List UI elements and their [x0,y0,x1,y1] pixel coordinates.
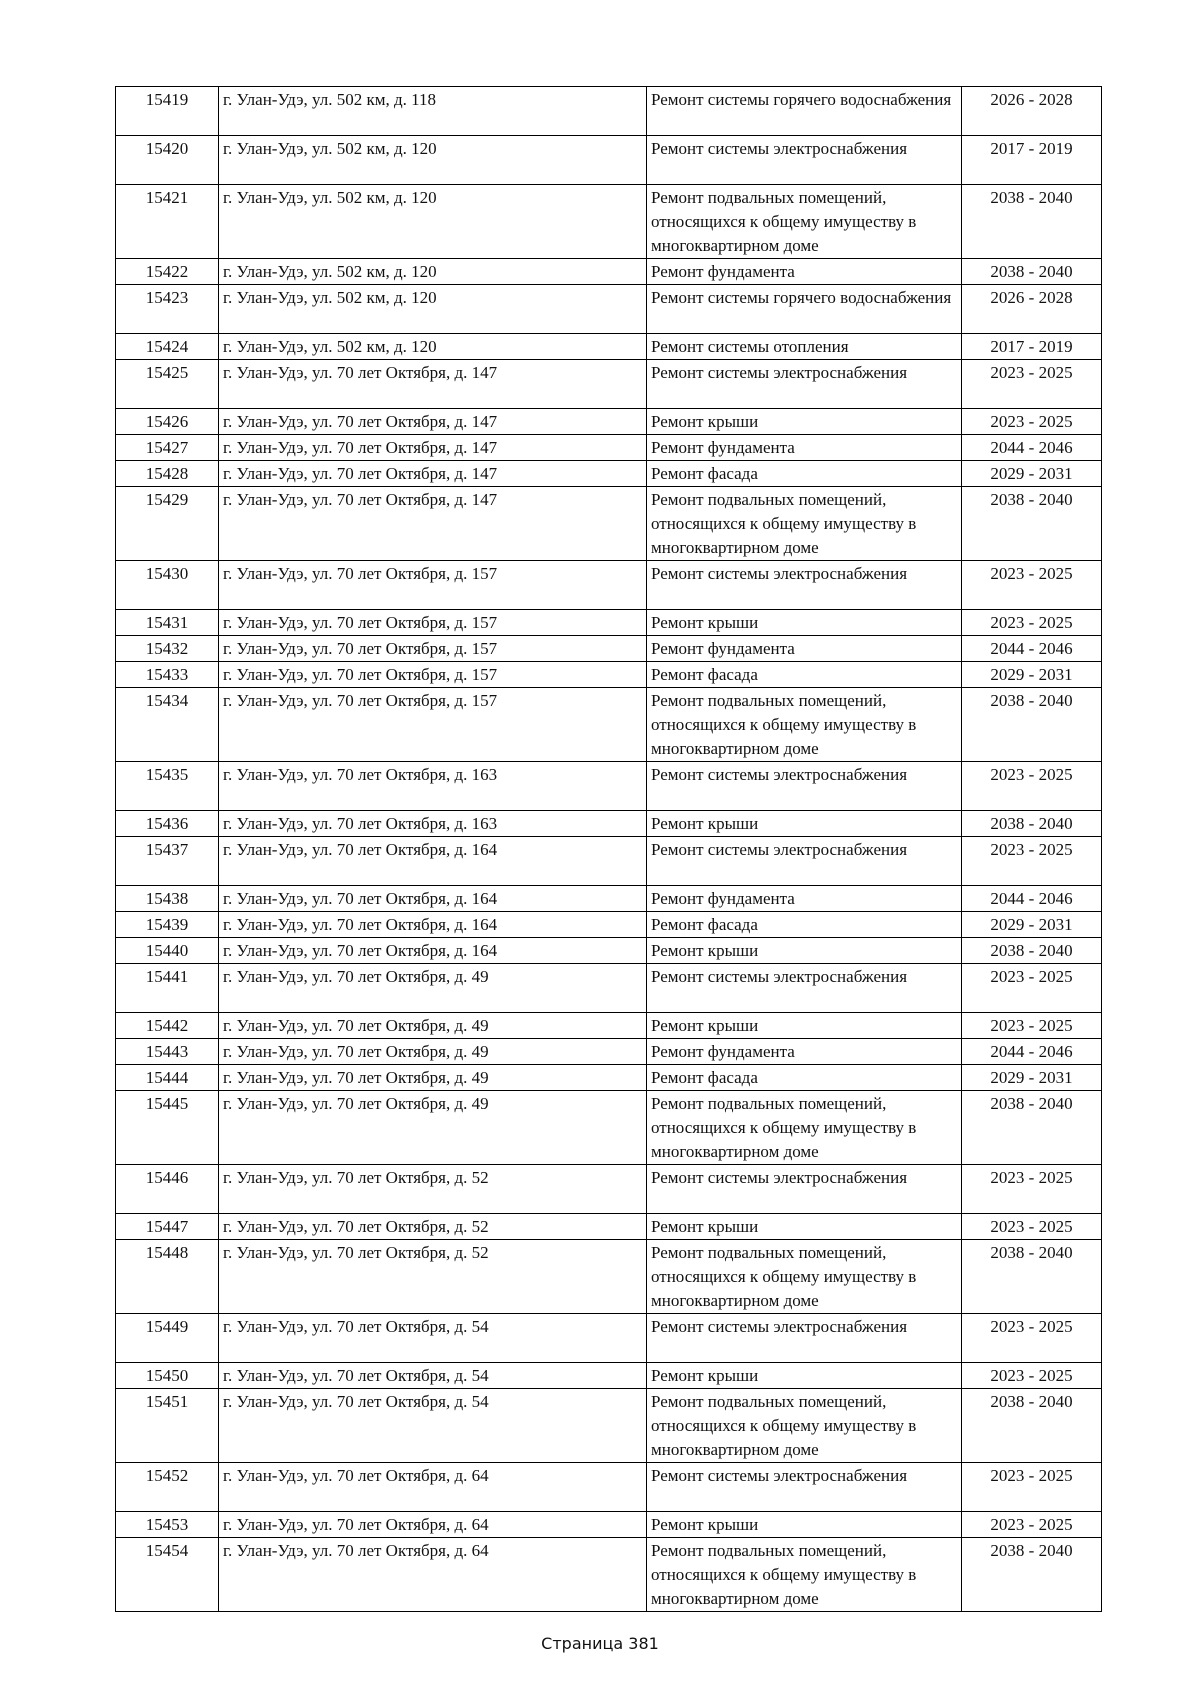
row-number: 15428 [116,461,219,487]
row-period: 2038 - 2040 [962,185,1102,259]
table-row [116,409,1102,435]
row-address: г. Улан-Удэ, ул. 70 лет Октября, д. 49 [219,1039,647,1065]
row-number: 15454 [116,1538,219,1612]
row-address: г. Улан-Удэ, ул. 70 лет Октября, д. 157 [219,688,647,762]
row-period: 2044 - 2046 [962,636,1102,662]
row-number: 15450 [116,1363,219,1389]
row-address: г. Улан-Удэ, ул. 70 лет Октября, д. 163 [219,811,647,837]
row-work-type: Ремонт крыши [647,938,962,964]
row-period: 2038 - 2040 [962,938,1102,964]
table-row [116,136,1102,185]
row-work-type: Ремонт системы электроснабжения [647,136,962,185]
page-number: Страница 381 [541,1634,659,1653]
row-period: 2023 - 2025 [962,409,1102,435]
row-address: г. Улан-Удэ, ул. 70 лет Октября, д. 49 [219,1013,647,1039]
row-number: 15434 [116,688,219,762]
row-number: 15446 [116,1165,219,1214]
row-address: г. Улан-Удэ, ул. 70 лет Октября, д. 164 [219,886,647,912]
row-period: 2038 - 2040 [962,1538,1102,1612]
row-address: г. Улан-Удэ, ул. 70 лет Октября, д. 54 [219,1314,647,1363]
row-work-type: Ремонт фундамента [647,636,962,662]
table-row [116,1240,1102,1314]
row-work-type: Ремонт системы горячего водоснабжения [647,87,962,136]
row-work-type: Ремонт крыши [647,409,962,435]
row-period: 2029 - 2031 [962,1065,1102,1091]
row-number: 15443 [116,1039,219,1065]
row-address: г. Улан-Удэ, ул. 70 лет Октября, д. 147 [219,461,647,487]
table-row [116,1463,1102,1512]
row-address: г. Улан-Удэ, ул. 70 лет Октября, д. 157 [219,610,647,636]
table-row [116,87,1102,136]
row-number: 15447 [116,1214,219,1240]
table-row [116,285,1102,334]
row-period: 2038 - 2040 [962,688,1102,762]
table-body [116,87,1102,1612]
row-work-type: Ремонт крыши [647,610,962,636]
row-work-type: Ремонт системы электроснабжения [647,1463,962,1512]
table-row [116,487,1102,561]
row-work-type: Ремонт подвальных помещений, относящихся к общему имуществу в многоквартирном доме [647,1240,962,1314]
row-work-type: Ремонт фасада [647,662,962,688]
table-row [116,610,1102,636]
row-period: 2023 - 2025 [962,762,1102,811]
row-address: г. Улан-Удэ, ул. 70 лет Октября, д. 164 [219,938,647,964]
table-row [116,1512,1102,1538]
table-row [116,1065,1102,1091]
row-period: 2023 - 2025 [962,837,1102,886]
row-work-type: Ремонт системы горячего водоснабжения [647,285,962,334]
row-address: г. Улан-Удэ, ул. 70 лет Октября, д. 157 [219,662,647,688]
row-address: г. Улан-Удэ, ул. 70 лет Октября, д. 64 [219,1463,647,1512]
table-row [116,662,1102,688]
row-number: 15435 [116,762,219,811]
table-row [116,1091,1102,1165]
row-work-type: Ремонт фундамента [647,886,962,912]
row-number: 15441 [116,964,219,1013]
table-row [116,1039,1102,1065]
row-period: 2023 - 2025 [962,1314,1102,1363]
table-row [116,1389,1102,1463]
row-period: 2044 - 2046 [962,886,1102,912]
row-number: 15436 [116,811,219,837]
table-row [116,1363,1102,1389]
row-work-type: Ремонт системы электроснабжения [647,1165,962,1214]
row-address: г. Улан-Удэ, ул. 502 км, д. 120 [219,285,647,334]
row-period: 2023 - 2025 [962,1463,1102,1512]
row-number: 15425 [116,360,219,409]
row-period: 2017 - 2019 [962,334,1102,360]
row-number: 15432 [116,636,219,662]
row-number: 15423 [116,285,219,334]
row-work-type: Ремонт системы электроснабжения [647,561,962,610]
row-number: 15420 [116,136,219,185]
row-period: 2023 - 2025 [962,1512,1102,1538]
row-period: 2038 - 2040 [962,1389,1102,1463]
row-period: 2029 - 2031 [962,662,1102,688]
row-address: г. Улан-Удэ, ул. 502 км, д. 120 [219,185,647,259]
row-address: г. Улан-Удэ, ул. 70 лет Октября, д. 49 [219,1065,647,1091]
row-period: 2038 - 2040 [962,487,1102,561]
table-row [116,1214,1102,1240]
row-period: 2023 - 2025 [962,1363,1102,1389]
row-work-type: Ремонт подвальных помещений, относящихся к общему имуществу в многоквартирном доме [647,1389,962,1463]
row-number: 15424 [116,334,219,360]
table-row [116,435,1102,461]
row-work-type: Ремонт подвальных помещений, относящихся к общему имуществу в многоквартирном доме [647,688,962,762]
row-address: г. Улан-Удэ, ул. 502 км, д. 120 [219,334,647,360]
row-address: г. Улан-Удэ, ул. 70 лет Октября, д. 147 [219,360,647,409]
row-work-type: Ремонт системы электроснабжения [647,762,962,811]
row-number: 15431 [116,610,219,636]
row-address: г. Улан-Удэ, ул. 70 лет Октября, д. 147 [219,409,647,435]
table-row [116,1165,1102,1214]
table-row [116,886,1102,912]
row-number: 15421 [116,185,219,259]
row-number: 15439 [116,912,219,938]
row-address: г. Улан-Удэ, ул. 70 лет Октября, д. 164 [219,837,647,886]
row-address: г. Улан-Удэ, ул. 70 лет Октября, д. 157 [219,561,647,610]
row-number: 15451 [116,1389,219,1463]
table-row [116,837,1102,886]
row-work-type: Ремонт крыши [647,1013,962,1039]
table-row [116,334,1102,360]
row-work-type: Ремонт крыши [647,1512,962,1538]
row-work-type: Ремонт фундамента [647,259,962,285]
row-period: 2029 - 2031 [962,912,1102,938]
row-work-type: Ремонт фасада [647,461,962,487]
row-address: г. Улан-Удэ, ул. 502 км, д. 118 [219,87,647,136]
row-period: 2038 - 2040 [962,811,1102,837]
table-row [116,1538,1102,1612]
row-work-type: Ремонт системы электроснабжения [647,1314,962,1363]
row-address: г. Улан-Удэ, ул. 70 лет Октября, д. 52 [219,1240,647,1314]
row-number: 15445 [116,1091,219,1165]
row-work-type: Ремонт подвальных помещений, относящихся к общему имуществу в многоквартирном доме [647,487,962,561]
table-row [116,912,1102,938]
row-number: 15453 [116,1512,219,1538]
row-number: 15430 [116,561,219,610]
table-row [116,259,1102,285]
table-row [116,360,1102,409]
table-row [116,762,1102,811]
row-number: 15452 [116,1463,219,1512]
row-period: 2038 - 2040 [962,259,1102,285]
row-work-type: Ремонт системы отопления [647,334,962,360]
row-period: 2026 - 2028 [962,87,1102,136]
row-address: г. Улан-Удэ, ул. 70 лет Октября, д. 49 [219,964,647,1013]
row-address: г. Улан-Удэ, ул. 70 лет Октября, д. 54 [219,1389,647,1463]
table-row [116,185,1102,259]
row-period: 2023 - 2025 [962,561,1102,610]
row-address: г. Улан-Удэ, ул. 70 лет Октября, д. 64 [219,1512,647,1538]
row-work-type: Ремонт системы электроснабжения [647,360,962,409]
row-number: 15444 [116,1065,219,1091]
row-number: 15448 [116,1240,219,1314]
row-number: 15440 [116,938,219,964]
row-work-type: Ремонт фундамента [647,435,962,461]
row-number: 15442 [116,1013,219,1039]
row-work-type: Ремонт подвальных помещений, относящихся к общему имуществу в многоквартирном доме [647,1538,962,1612]
row-period: 2029 - 2031 [962,461,1102,487]
row-work-type: Ремонт фасада [647,912,962,938]
row-work-type: Ремонт подвальных помещений, относящихся к общему имуществу в многоквартирном доме [647,1091,962,1165]
table-row [116,688,1102,762]
row-period: 2038 - 2040 [962,1091,1102,1165]
row-work-type: Ремонт подвальных помещений, относящихся к общему имуществу в многоквартирном доме [647,185,962,259]
row-period: 2023 - 2025 [962,1214,1102,1240]
row-address: г. Улан-Удэ, ул. 70 лет Октября, д. 147 [219,487,647,561]
row-number: 15449 [116,1314,219,1363]
row-work-type: Ремонт крыши [647,811,962,837]
row-work-type: Ремонт крыши [647,1214,962,1240]
table-row [116,964,1102,1013]
row-address: г. Улан-Удэ, ул. 70 лет Октября, д. 52 [219,1165,647,1214]
row-number: 15422 [116,259,219,285]
row-period: 2023 - 2025 [962,360,1102,409]
row-address: г. Улан-Удэ, ул. 70 лет Октября, д. 54 [219,1363,647,1389]
row-period: 2023 - 2025 [962,1165,1102,1214]
table-row [116,636,1102,662]
row-address: г. Улан-Удэ, ул. 70 лет Октября, д. 164 [219,912,647,938]
row-address: г. Улан-Удэ, ул. 502 км, д. 120 [219,259,647,285]
row-work-type: Ремонт фундамента [647,1039,962,1065]
row-number: 15419 [116,87,219,136]
row-number: 15438 [116,886,219,912]
row-number: 15427 [116,435,219,461]
row-period: 2023 - 2025 [962,610,1102,636]
row-work-type: Ремонт фасада [647,1065,962,1091]
row-period: 2017 - 2019 [962,136,1102,185]
row-number: 15433 [116,662,219,688]
table-row [116,1314,1102,1363]
row-work-type: Ремонт крыши [647,1363,962,1389]
row-address: г. Улан-Удэ, ул. 70 лет Октября, д. 147 [219,435,647,461]
row-work-type: Ремонт системы электроснабжения [647,964,962,1013]
row-work-type: Ремонт системы электроснабжения [647,837,962,886]
row-address: г. Улан-Удэ, ул. 70 лет Октября, д. 52 [219,1214,647,1240]
row-address: г. Улан-Удэ, ул. 70 лет Октября, д. 49 [219,1091,647,1165]
table-row [116,461,1102,487]
table-row [116,811,1102,837]
row-period: 2038 - 2040 [962,1240,1102,1314]
row-period: 2023 - 2025 [962,1013,1102,1039]
row-number: 15429 [116,487,219,561]
table-row [116,1013,1102,1039]
row-period: 2044 - 2046 [962,435,1102,461]
row-address: г. Улан-Удэ, ул. 70 лет Октября, д. 163 [219,762,647,811]
row-period: 2026 - 2028 [962,285,1102,334]
table-row [116,938,1102,964]
repair-schedule-table [115,86,1102,1612]
row-address: г. Улан-Удэ, ул. 70 лет Октября, д. 157 [219,636,647,662]
row-address: г. Улан-Удэ, ул. 502 км, д. 120 [219,136,647,185]
row-period: 2023 - 2025 [962,964,1102,1013]
row-period: 2044 - 2046 [962,1039,1102,1065]
row-address: г. Улан-Удэ, ул. 70 лет Октября, д. 64 [219,1538,647,1612]
row-number: 15426 [116,409,219,435]
table-row [116,561,1102,610]
row-number: 15437 [116,837,219,886]
